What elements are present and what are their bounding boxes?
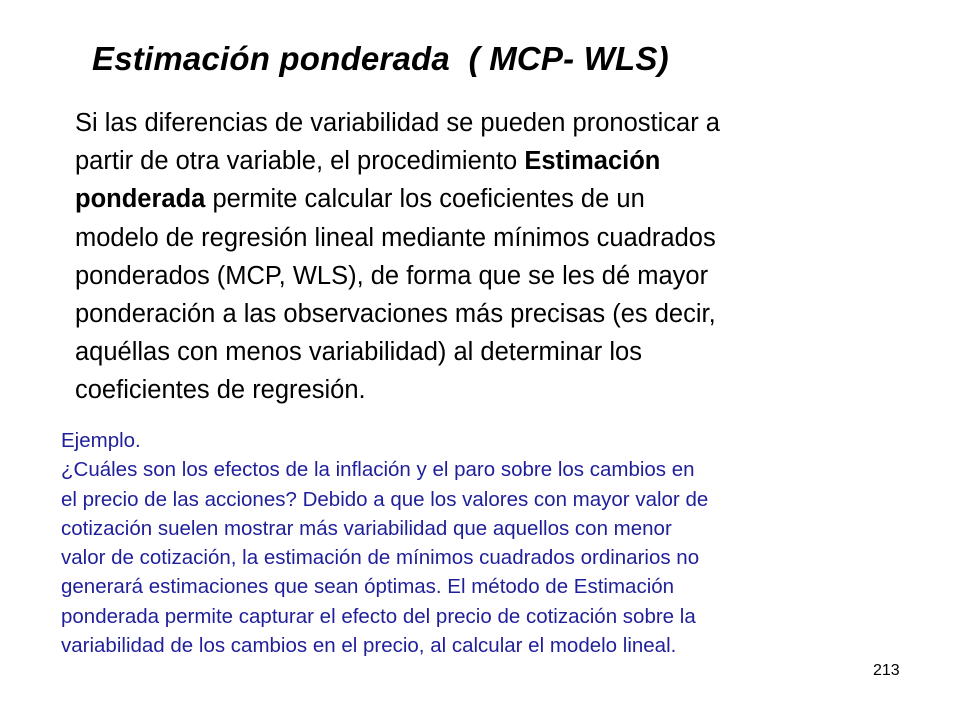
paragraph-line: coeficientes de regresión. — [75, 376, 366, 405]
example-block — [61, 426, 911, 660]
example-line: el precio de las acciones? Debido a que los valores con mayor valor de — [61, 487, 709, 511]
page-number: 213 — [873, 662, 900, 679]
bold-term: Estimación — [524, 147, 661, 176]
paragraph-line: ponderada permite calcular los coeficientes de un — [75, 185, 645, 214]
paragraph-line: aquéllas con menos variabilidad) al determinar los — [75, 338, 642, 367]
main-paragraph — [75, 104, 895, 410]
example-line: variabilidad de los cambios en el precio, al calcular el modelo lineal. — [61, 634, 677, 658]
paragraph-line: modelo de regresión lineal mediante mínimos cuadrados — [75, 223, 716, 252]
example-line: ponderada permite capturar el efecto del precio de cotización sobre la — [61, 604, 696, 628]
example-line: cotización suelen mostrar más variabilidad que aquellos con menor — [61, 516, 672, 540]
slide-title: Estimación ponderada ( MCP- WLS) — [92, 40, 669, 77]
paragraph-line: partir de otra variable, el procedimiento Estimación — [75, 147, 661, 176]
example-heading: Ejemplo. — [61, 429, 141, 452]
paragraph-line: ponderados (MCP, WLS), de forma que se les dé mayor — [75, 261, 709, 290]
paragraph-line: Si las diferencias de variabilidad se pueden pronosticar a — [75, 109, 720, 137]
bold-term: ponderada — [75, 185, 206, 214]
example-line: generará estimaciones que sean óptimas. El método de Estimación — [61, 575, 675, 599]
paragraph-line: ponderación a las observaciones más precisas (es decir, — [75, 300, 716, 329]
example-line: ¿Cuáles son los efectos de la inflación y el paro sobre los cambios en — [61, 458, 695, 482]
example-line: valor de cotización, la estimación de mínimos cuadrados ordinarios no — [61, 546, 700, 570]
